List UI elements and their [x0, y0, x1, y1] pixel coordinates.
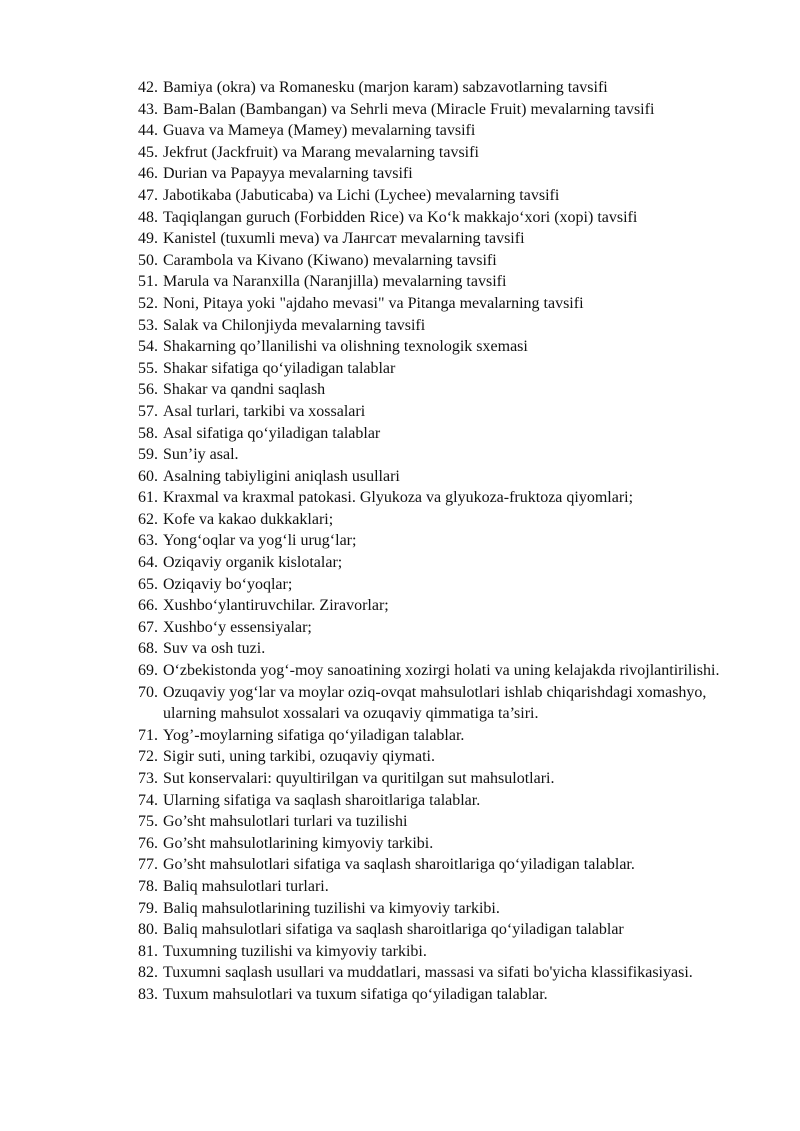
- list-item-text: Baliq mahsulotlari turlari.: [163, 877, 329, 895]
- list-item-text: Jabotikaba (Jabuticaba) va Lichi (Lychee) mevalarning tavsifi: [163, 186, 560, 204]
- list-item: [138, 552, 758, 574]
- list-item-text: Asal turlari, tarkibi va xossalari: [163, 402, 366, 420]
- list-item-number: 56.: [138, 381, 158, 399]
- list-item-number: 47.: [138, 186, 158, 204]
- list-item-number: 73.: [138, 770, 158, 787]
- list-item: [138, 120, 758, 142]
- list-item-number: 80.: [138, 921, 158, 939]
- list-item: [138, 898, 758, 920]
- list-item-number: 50.: [138, 251, 158, 269]
- list-item-text: Go’sht mahsulotlarining kimyoviy tarkibi.: [163, 834, 434, 852]
- list-item-number: 53.: [138, 316, 158, 334]
- list-item: [138, 315, 758, 337]
- list-item-text: Baliq mahsulotlari sifatiga va saqlash sharoitlariga qo‘yiladigan talablar: [163, 921, 624, 939]
- list-item-text: Tuxumning tuzilishi va kimyoviy tarkibi.: [163, 942, 427, 960]
- list-item-text: Yong‘oqlar va yog‘li urug‘lar;: [163, 532, 357, 550]
- list-item: [138, 854, 758, 876]
- list-item: [138, 358, 758, 380]
- list-item-number: 60.: [138, 467, 158, 485]
- list-item-text: Shakar sifatiga qo‘yiladigan talablar: [163, 359, 396, 377]
- list-item: [138, 466, 758, 488]
- list-item-text: Go’sht mahsulotlari sifatiga va saqlash sharoitlariga qo‘yiladigan talablar.: [163, 856, 635, 874]
- list-item-text: Tuxumni saqlash usullari va muddatlari, massasi va sifati bo'yicha klassifikasiyasi.: [163, 964, 693, 982]
- list-item-text: Tuxum mahsulotlari va tuxum sifatiga qo‘yiladigan talablar.: [163, 985, 548, 1003]
- list-item-text: Yog’-moylarning sifatiga qo‘yiladigan talablar.: [163, 726, 465, 744]
- list-item: [138, 638, 758, 660]
- list-item-number: 66.: [138, 597, 158, 615]
- list-item: [138, 336, 758, 358]
- list-item: [138, 660, 758, 682]
- list-item-number: 51.: [138, 273, 158, 291]
- list-item-text: Oziqaviy bo‘yoqlar;: [163, 575, 293, 593]
- list-item-text: Sigir suti, uning tarkibi, ozuqaviy qiymati.: [163, 748, 435, 766]
- list-item: [138, 423, 758, 445]
- list-item-number: 72.: [138, 748, 158, 766]
- list-item: [138, 530, 758, 552]
- list-item-text: Guava va Mameya (Mamey) mevalarning tavsifi: [163, 122, 476, 140]
- topic-list: [138, 77, 758, 1006]
- list-item-text: Ularning sifatiga va saqlash sharoitlariga talablar.: [163, 791, 481, 809]
- list-item-text: Bam-Balan (Bambangan) va Sehrli meva (Miracle Fruit) mevalarning tavsifi: [163, 100, 655, 118]
- list-item-text: Xushbo‘ylantiruvchilar. Ziravorlar;: [163, 597, 389, 615]
- list-item: [138, 163, 758, 185]
- list-item-text: Xushbo‘y essensiyalar;: [163, 618, 312, 636]
- list-item: [138, 617, 758, 639]
- list-item: [138, 746, 758, 768]
- list-item: [138, 768, 758, 790]
- list-item: [138, 984, 758, 1006]
- list-item-text: Kraxmal va kraxmal patokasi. Glyukoza va glyukoza-fruktoza qiyomlari;: [163, 489, 634, 507]
- list-item: [138, 962, 758, 984]
- list-item: [138, 941, 758, 963]
- list-item-text: Baliq mahsulotlarining tuzilishi va kimyoviy tarkibi.: [163, 899, 500, 917]
- list-item: [138, 919, 758, 941]
- list-item-number: 43.: [138, 100, 158, 118]
- list-item-number: 67.: [138, 618, 158, 636]
- list-item-text: O‘zbekistonda yog‘-moy sanoatining xozirgi holati va uning kelajakda rivojlantirilishi.: [163, 662, 720, 680]
- list-item-text: Salak va Chilonjiyda mevalarning tavsifi: [163, 316, 426, 334]
- list-item-number: 77.: [138, 856, 158, 874]
- list-item: [138, 574, 758, 596]
- list-item: [138, 595, 758, 617]
- list-item-number: 70.: [138, 683, 158, 701]
- list-item-text: Shakar va qandni saqlash: [163, 381, 326, 399]
- list-item-text: Carambola va Kivano (Kiwano) mevalarning tavsifi: [163, 251, 497, 269]
- list-item-text: Durian va Papayya mevalarning tavsifi: [163, 165, 413, 183]
- list-item-number: 69.: [138, 662, 158, 680]
- list-item: [138, 185, 758, 207]
- list-item-number: 55.: [138, 359, 158, 377]
- list-item-number: 71.: [138, 726, 158, 744]
- list-item-number: 68.: [138, 640, 158, 658]
- list-item-number: 63.: [138, 532, 158, 550]
- list-item-text: Asal sifatiga qo‘yiladigan talablar: [163, 424, 381, 442]
- list-item-text: Oziqaviy organik kislotalar;: [163, 554, 343, 572]
- list-item-number: 74.: [138, 791, 158, 809]
- list-item-number: 46.: [138, 165, 158, 183]
- list-item: [138, 401, 758, 423]
- list-item-text: Kofe va kakao dukkaklari;: [163, 510, 334, 528]
- list-item: [138, 725, 758, 747]
- list-item-number: 79.: [138, 899, 158, 917]
- list-item-number: 52.: [138, 294, 158, 312]
- list-item-text: Asalning tabiyligini aniqlash usullari: [163, 467, 400, 485]
- list-item: [138, 444, 758, 466]
- list-item: [138, 250, 758, 272]
- list-item: [138, 77, 758, 99]
- list-item: [138, 228, 758, 250]
- list-item-text: Go’sht mahsulotlari turlari va tuzilishi: [163, 813, 408, 831]
- list-item-text: Suv va osh tuzi.: [163, 640, 266, 658]
- list-item-number: 81.: [138, 942, 158, 960]
- list-item: [138, 833, 758, 855]
- list-item-number: 83.: [138, 985, 158, 1003]
- list-item-number: 78.: [138, 877, 158, 895]
- list-item-text: Shakarning qo’llanilishi va olishning texnologik sxemasi: [163, 338, 528, 356]
- list-item: [138, 876, 758, 898]
- list-item: [138, 207, 758, 229]
- list-item-number: 54.: [138, 338, 158, 356]
- list-item-number: 82.: [138, 964, 158, 982]
- list-item-number: 49.: [138, 230, 158, 248]
- list-item-number: 42.: [138, 79, 158, 96]
- list-item: [138, 790, 758, 812]
- list-item: [138, 682, 758, 725]
- list-item-number: 62.: [138, 510, 158, 528]
- list-item-number: 64.: [138, 554, 158, 572]
- list-item-number: 75.: [138, 813, 158, 831]
- list-item: [138, 142, 758, 164]
- list-item-number: 57.: [138, 402, 158, 420]
- list-item: [138, 379, 758, 401]
- list-item-text: Sut konservalari: quyultirilgan va quritilgan sut mahsulotlari.: [163, 770, 555, 787]
- list-item-text: Sun’iy asal.: [163, 446, 239, 464]
- list-item-number: 61.: [138, 489, 158, 507]
- list-item-text: Noni, Pitaya yoki "ajdaho mevasi" va Pitanga mevalarning tavsifi: [163, 294, 584, 312]
- list-item: [138, 271, 758, 293]
- list-item-number: 58.: [138, 424, 158, 442]
- list-item-number: 44.: [138, 122, 158, 140]
- list-item-text: Taqiqlangan guruch (Forbidden Rice) va Ko‘k makkajo‘xori (xopi) tavsifi: [163, 208, 638, 226]
- list-item-number: 48.: [138, 208, 158, 226]
- list-item-number: 59.: [138, 446, 158, 464]
- list-item-number: 76.: [138, 834, 158, 852]
- list-item-text: Jekfrut (Jackfruit) va Marang mevalarning tavsifi: [163, 143, 479, 161]
- list-item-text: Marula va Naranxilla (Naranjilla) mevalarning tavsifi: [163, 273, 507, 291]
- list-item: [138, 293, 758, 315]
- list-item-text: Bamiya (okra) va Romanesku (marjon karam) sabzavotlarning tavsifi: [163, 79, 608, 96]
- list-item-text: Kanistel (tuxumli meva) va Лангсат mevalarning tavsifi: [163, 230, 525, 248]
- list-item-number: 45.: [138, 143, 158, 161]
- list-item-number: 65.: [138, 575, 158, 593]
- list-item: [138, 99, 758, 121]
- list-item-text: Ozuqaviy yog‘lar va moylar oziq-ovqat mahsulotlari ishlab chiqarishdagi xomashyo, ularning mahsulot xossalari va ozuqaviy qimmatiga ta’siri.: [163, 683, 707, 723]
- list-item: [138, 811, 758, 833]
- list-item: [138, 509, 758, 531]
- list-item: [138, 487, 758, 509]
